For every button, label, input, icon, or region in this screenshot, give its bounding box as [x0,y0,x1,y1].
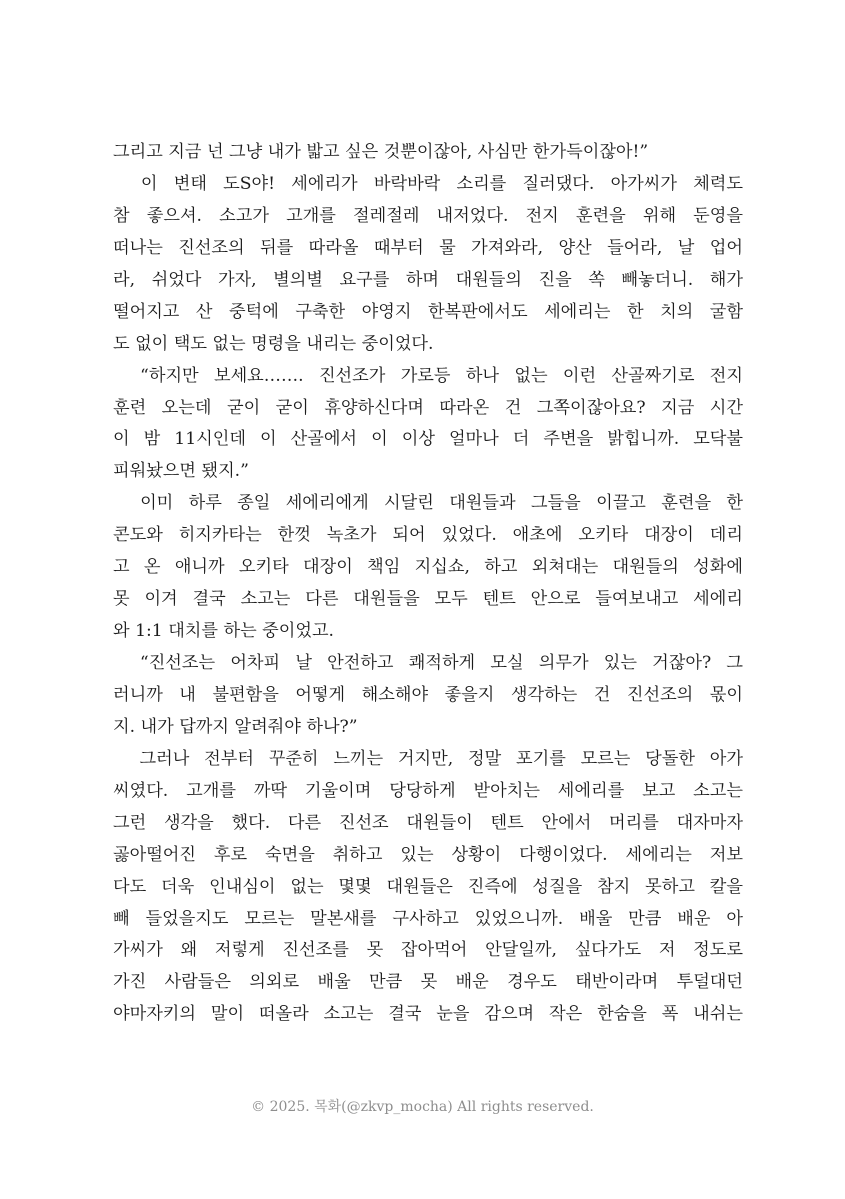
text-line: 떠나는 진선조의 뒤를 따라올 때부터 물 가져와라, 양산 들어라, 날 업어 [113,237,743,258]
text-line: 도 없이 택도 없는 명령을 내리는 중이었다. [113,333,434,354]
text-line: 훈련 오는데 굳이 굳이 휴양하신다며 따라온 건 그쪽이잖아요? 지금 시간 [113,397,743,418]
text-line: 야마자키의 말이 떠올라 소고는 결국 눈을 감으며 작은 한숨을 폭 내쉬는 [113,1004,743,1025]
text-line: 지. 내가 답까지 알려줘야 하나?” [113,716,358,737]
text-line: 라, 쉬었다 가자, 별의별 요구를 하며 대원들의 진을 쏙 빼놓더니. 해가 [113,269,743,290]
text-line: 러니까 내 불편함을 어떻게 해소해야 좋을지 생각하는 건 진선조의 몫이 [113,684,743,705]
text-line: 그러나 전부터 꾸준히 느끼는 거지만, 정말 포기를 모르는 당돌한 아가 [113,748,743,769]
text-line: 가진 사람들은 의외로 배울 만큼 못 배운 경우도 태반이라며 투덜대던 [113,972,743,993]
text-line: 떨어지고 산 중턱에 구축한 야영지 한복판에서도 세에리는 한 치의 굴함 [113,301,743,322]
text-line: 씨였다. 고개를 까딱 기울이며 당당하게 받아치는 세에리를 보고 소고는 [113,780,743,801]
text-line: “하지만 보세요……. 진선조가 가로등 하나 없는 이런 산골짜기로 전지 [113,365,743,386]
text-line: 콘도와 히지카타는 한껏 녹초가 되어 있었다. 애초에 오키타 대장이 데리 [113,525,743,546]
copyright-footer: © 2025. 목화(@zkvp_mocha) All rights reserved. [251,1099,594,1115]
text-line: “진선조는 어차피 날 안전하고 쾌적하게 모실 의무가 있는 거잖아? 그 [113,653,743,673]
text-line: 피워놨으면 됐지.” [113,461,249,482]
text-line: 가씨가 왜 저렇게 진선조를 못 잡아먹어 안달일까, 싶다가도 저 정도로 [113,940,743,961]
text-line: 참 좋으셔. 소고가 고개를 절레절레 내저었다. 전지 훈련을 위해 둔영을 [113,205,743,226]
text-line: 고 온 애니까 오키타 대장이 책임 지십쇼, 하고 외쳐대는 대원들의 성화에 [113,557,743,578]
text-line: 이미 하루 종일 세에리에게 시달린 대원들과 그들을 이끌고 훈련을 한 [113,493,743,514]
text-line: 곯아떨어진 후로 숙면을 취하고 있는 상황이 다행이었다. 세에리는 저보 [113,844,743,865]
text-line: 이 변태 도S야! 세에리가 바락바락 소리를 질러댔다. 아가씨가 체력도 [113,173,743,194]
text-line: 빼 들었을지도 모르는 말본새를 구사하고 있었으니까. 배울 만큼 배운 아 [113,908,743,929]
text-line: 다도 더욱 인내심이 없는 몇몇 대원들은 진즉에 성질을 참지 못하고 칼을 [113,876,743,897]
text-line: 이 밤 11시인데 이 산골에서 이 이상 얼마나 더 주변을 밝힙니까. 모닥불 [113,429,743,450]
text-line: 그리고 지금 넌 그냥 내가 밟고 싶은 것뿐이잖아, 사심만 한가득이잖아!” [113,142,649,162]
body-text [113,137,743,1031]
text-line: 와 1:1 대치를 하는 중이었고. [113,621,335,642]
text-line: 그런 생각을 했다. 다른 진선조 대원들이 텐트 안에서 머리를 대자마자 [113,812,743,833]
text-line: 못 이겨 결국 소고는 다른 대원들을 모두 텐트 안으로 들여보내고 세에리 [113,589,743,610]
